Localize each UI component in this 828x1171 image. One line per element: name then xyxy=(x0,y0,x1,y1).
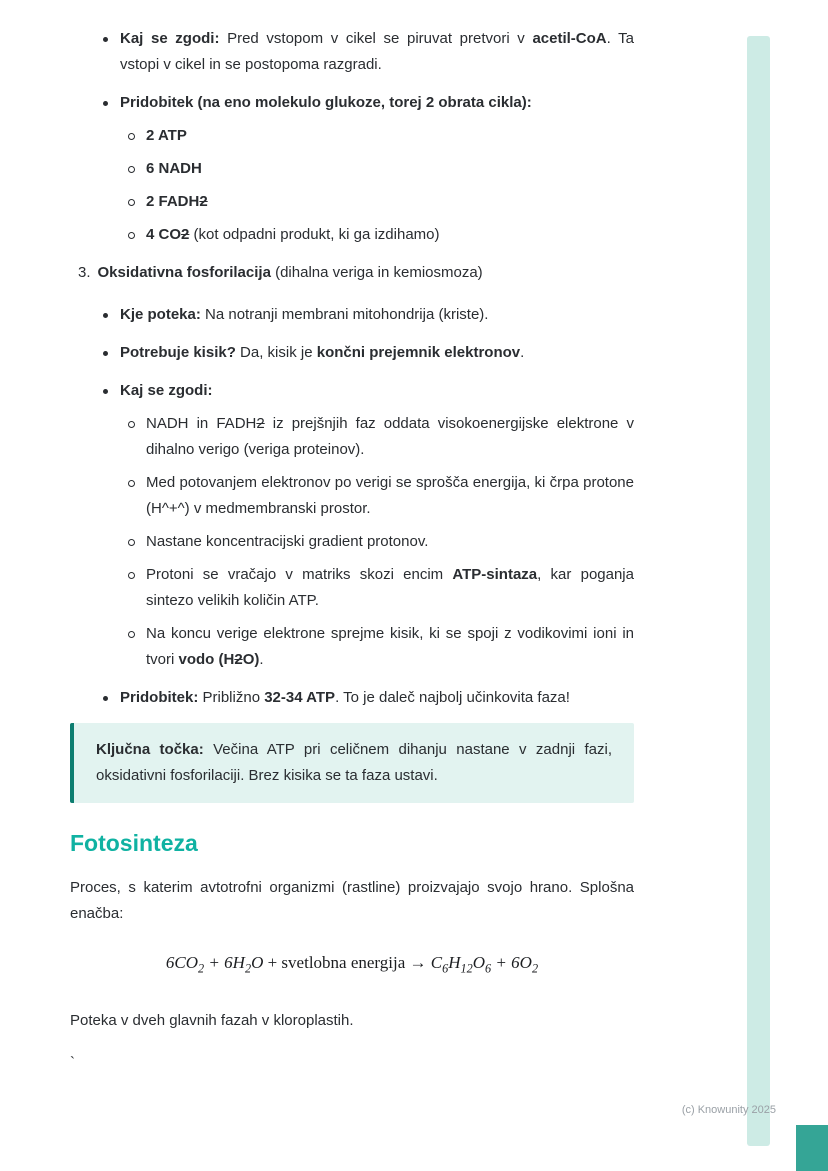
sub-bullet-item xyxy=(120,156,634,182)
photosynthesis-equation: $6CO_2 + 6H_2O$ + svetlobna energija → $C_6H_{12}O_6 + 6O_2$ xyxy=(165,953,539,976)
bullet-dot-icon xyxy=(103,389,108,394)
page-edge-band xyxy=(747,36,770,1146)
stray-backtick: ` xyxy=(70,1054,75,1072)
bullet-dot-icon xyxy=(103,313,108,318)
hollow-bullet-icon xyxy=(128,166,135,173)
hollow-bullet-icon xyxy=(128,480,135,487)
bullet-item xyxy=(70,26,634,78)
bullet-list-oxidative xyxy=(70,302,634,711)
sub-bullet-item xyxy=(120,222,634,248)
hollow-bullet-icon xyxy=(128,199,135,206)
sub-bullet-item xyxy=(120,411,634,463)
bullet-text: Kaj se zgodi: xyxy=(120,382,213,399)
sub-bullet-text: 2 ATP xyxy=(146,127,187,144)
sub-bullet-item xyxy=(120,529,634,555)
copyright-footer: (c) Knowunity 2025 xyxy=(681,1104,776,1116)
note-content xyxy=(70,26,634,1076)
bullet-dot-icon xyxy=(103,101,108,106)
hollow-bullet-icon xyxy=(128,232,135,239)
sub-bullet-item xyxy=(120,621,634,673)
bullet-item xyxy=(70,340,634,366)
bullet-item xyxy=(70,378,634,673)
bullet-dot-icon xyxy=(103,37,108,42)
numbered-item xyxy=(70,260,634,286)
phases-paragraph: Poteka v dveh glavnih fazah v kloroplastih. xyxy=(70,1012,354,1030)
item-number: 3. xyxy=(78,264,91,281)
hollow-bullet-icon xyxy=(128,539,135,546)
sub-bullet-item xyxy=(120,123,634,149)
intro-paragraph: Proces, s katerim avtotrofni organizmi (rastline) proizvajajo svojo hrano. Splošna enačba: xyxy=(70,879,634,922)
bullet-text: Pridobitek: Približno 32-34 ATP. To je daleč najbolj učinkovita faza! xyxy=(120,689,570,706)
bullet-item xyxy=(70,685,634,711)
hollow-bullet-icon xyxy=(128,421,135,428)
sub-bullet-item xyxy=(120,470,634,522)
bullet-dot-icon xyxy=(103,351,108,356)
sub-bullet-text: Na koncu verige elektrone sprejme kisik, ki se spoji z vodikovimi ioni in tvori vodo (H2O). xyxy=(146,625,634,668)
sub-bullet-item xyxy=(120,189,634,215)
sub-bullet-text: Protoni se vračajo v matriks skozi encim ATP-sintaza, kar poganja sintezo velikih količin ATP. xyxy=(146,566,634,609)
bullet-item xyxy=(70,90,634,248)
section-heading: Fotosinteza xyxy=(70,830,198,856)
sub-bullet-list xyxy=(120,123,634,248)
page-corner-accent xyxy=(796,1125,828,1171)
sub-bullet-text: 2 FADH2 xyxy=(146,193,208,210)
sub-bullet-text: Med potovanjem elektronov po verigi se sprošča energija, ki črpa protone (H^+^) v medmembranski prostor. xyxy=(146,474,634,517)
bullet-item xyxy=(70,302,634,328)
sub-bullet-list xyxy=(120,411,634,673)
sub-bullet-text: Nastane koncentracijski gradient protonov. xyxy=(146,533,429,550)
callout-text: Ključna točka: Večina ATP pri celičnem dihanju nastane v zadnji fazi, oksidativni fosforilaciji. Brez kisika se ta faza ustavi. xyxy=(96,741,612,784)
hollow-bullet-icon xyxy=(128,133,135,140)
bullet-text: Kje poteka: Na notranji membrani mitohondrija (kriste). xyxy=(120,306,489,323)
bullet-dot-icon xyxy=(103,696,108,701)
bullet-text: Pridobitek (na eno molekulo glukoze, torej 2 obrata cikla): xyxy=(120,94,532,111)
bullet-list-top xyxy=(70,26,634,248)
hollow-bullet-icon xyxy=(128,572,135,579)
sub-bullet-text: 4 CO2 (kot odpadni produkt, ki ga izdihamo) xyxy=(146,226,440,243)
bullet-text: Kaj se zgodi: Pred vstopom v cikel se piruvat pretvori v acetil-CoA. Ta vstopi v cikel in se postopoma razgradi. xyxy=(120,30,634,73)
bullet-text: Potrebuje kisik? Da, kisik je končni prejemnik elektronov. xyxy=(120,344,525,361)
numbered-item-text: Oksidativna fosforilacija (dihalna veriga in kemiosmoza) xyxy=(97,264,483,281)
sub-bullet-text: 6 NADH xyxy=(146,160,202,177)
sub-bullet-item xyxy=(120,562,634,614)
key-point-callout xyxy=(70,723,634,803)
sub-bullet-text: NADH in FADH2 iz prejšnjih faz oddata visokoenergijske elektrone v dihalno verigo (veriga proteinov). xyxy=(146,415,634,458)
hollow-bullet-icon xyxy=(128,631,135,638)
